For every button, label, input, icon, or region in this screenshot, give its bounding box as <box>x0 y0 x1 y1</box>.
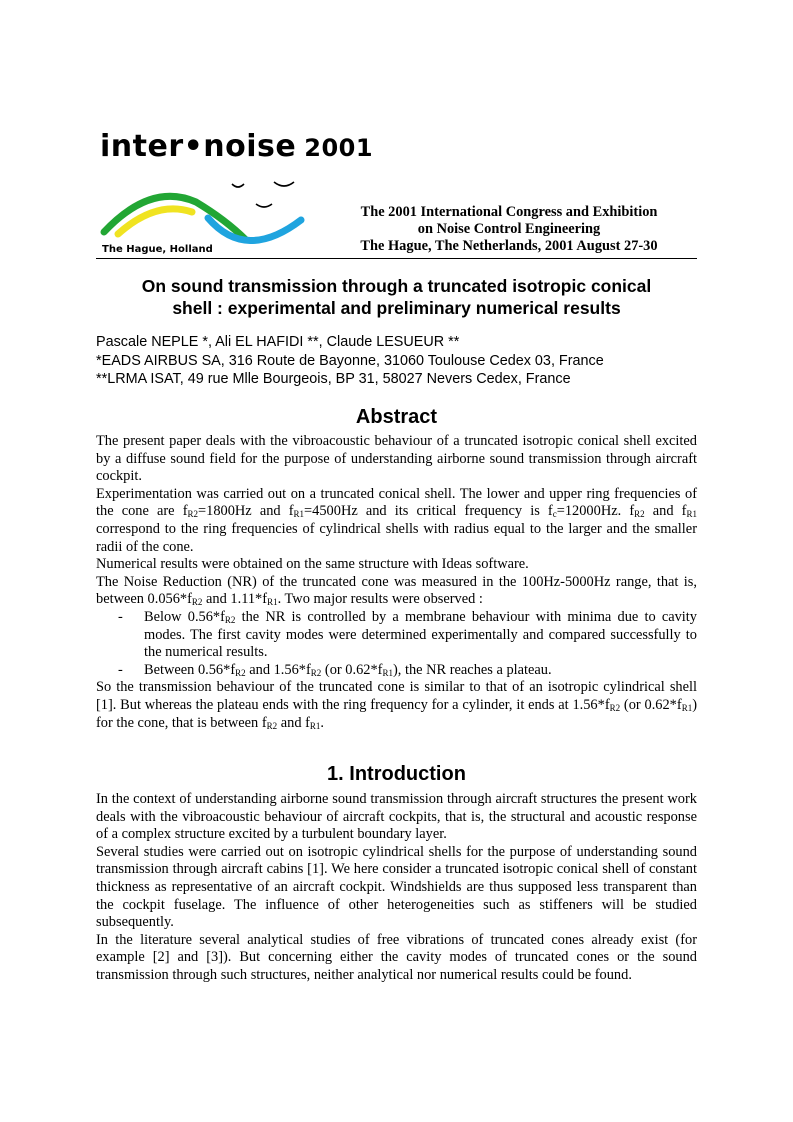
intro-paragraph-2: Several studies were carried out on isotropic cylindrical shells for the purpose of understanding sound transmission through aircraft cabins [1]. We here consider a truncated isotropic conical shell of constant thickness as representative of an aircraft cockpit. Windshields are thus supposed less transparent than the cockpit fuselage. The influence of other heterogeneities such as stiffeners will be studied subsequently. <box>96 843 697 931</box>
bullet-dash: - <box>118 608 123 625</box>
conference-line-2: on Noise Control Engineering <box>417 221 601 237</box>
author-block <box>96 333 716 389</box>
affiliation-1: *EADS AIRBUS SA, 316 Route de Bayonne, 31060 Toulouse Cedex 03, France <box>96 352 604 369</box>
introduction-heading: 1. Introduction <box>327 763 466 785</box>
logo-name: inter•noise <box>100 129 297 164</box>
paper-title <box>96 275 697 319</box>
intro-paragraph-3: In the literature several analytical studies of free vibrations of truncated cones already exist (for example [2] and [3]). But concerning either the cavity modes of truncated cones or the sound transmission through such structures, neither analytical nor numerical results could be found. <box>96 931 697 983</box>
logo-wordmark <box>100 129 374 164</box>
abstract-paragraph-5: So the transmission behaviour of the truncated cone is similar to that of an isotropic cylindrical shell [1]. But whereas the plateau ends with the ring frequency for a cylinder, it ends at $1.56*f_{R2}$ (or $0.62*f_{R1}$) for the cone, that is between $f_{R2}$ and $f_{R1}$. <box>96 679 697 731</box>
logo-smile-2 <box>256 204 272 207</box>
conference-logo <box>96 129 374 264</box>
abstract-paragraph-2: Experimentation was carried out on a truncated conical shell. The lower and upper ring frequencies of the cone are $f_{R2}=1800Hz$ and $f_{R1}=4500Hz$ and its critical frequency is $f_c=12000Hz$. $f_{R2}$ and $f_{R1}$ correspond to the ring frequencies of cylindrical shells with radius equal to the larger and the smaller radii of the cone. <box>96 485 697 555</box>
conference-line-3: The Hague, The Netherlands, 2001 August 27-30 <box>360 238 658 254</box>
logo-place: The Hague, Holland <box>102 244 213 255</box>
title-line-1: On sound transmission through a truncated isotropic conical <box>141 276 652 296</box>
abstract-bullet-2: - Between $0.56*f_{R2}$ and $1.56*f_{R2}$ (or $0.62*f_{R1}$), the NR reaches a plateau. <box>118 661 552 678</box>
logo-smile-3 <box>274 182 294 186</box>
abstract-heading: Abstract <box>355 406 438 428</box>
logo-smile-1 <box>232 184 244 187</box>
abstract-paragraph-3: Numerical results were obtained on the same structure with Ideas software. <box>96 556 529 573</box>
intro-paragraph-1: In the context of understanding airborne sound transmission through aircraft structures the present work deals with the vibroacoustic behaviour of aircraft cockpits, that is, the structural and acoustic response of a complex structure excited by a turbulent boundary layer. <box>96 791 697 843</box>
affiliation-2: **LRMA ISAT, 49 rue Mlle Bourgeois, BP 31, 58027 Nevers Cedex, France <box>96 371 571 388</box>
conference-info <box>338 204 680 255</box>
introduction-body <box>96 791 697 985</box>
abstract-bullet-1: - Below $0.56*f_{R2}$ the NR is controlled by a membrane behaviour with minima due to cavity modes. The first cavity modes were determined experimentally and compared successfully to the numerical results. <box>118 608 697 661</box>
title-line-2: shell : experimental and preliminary numerical results <box>172 298 621 318</box>
logo-year: 2001 <box>304 134 374 162</box>
bullet-dash: - <box>118 661 123 678</box>
author-names: Pascale NEPLE *, Ali EL HAFIDI **, Claude LESUEUR ** <box>96 334 460 350</box>
abstract-body <box>96 433 697 732</box>
abstract-paragraph-4: The Noise Reduction (NR) of the truncated cone was measured in the 100Hz-5000Hz range, that is, between $0.056*f_{R2}$ and $1.11*f_{R1}$. Two major results were observed : <box>96 573 697 608</box>
abstract-paragraph-1: The present paper deals with the vibroacoustic behaviour of a truncated isotropic conical shell excited by a diffuse sound field for the purpose of understanding airborne sound transmission through aircraft cockpit. <box>96 433 697 485</box>
header-rule <box>96 258 697 259</box>
logo-waves-graphic <box>96 172 316 252</box>
conference-line-1: The 2001 International Congress and Exhibition <box>360 204 658 220</box>
